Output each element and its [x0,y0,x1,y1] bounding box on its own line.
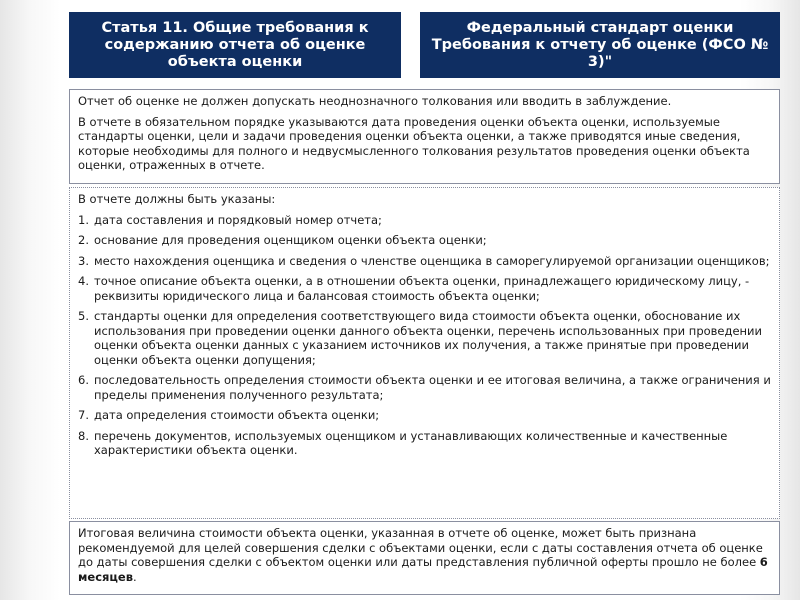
list-item-number: 2. [78,233,89,247]
list-item [78,233,773,248]
list-item-number: 6. [78,373,89,387]
list-item-text: основание для проведения оценщиком оценки объекта оценки; [94,233,487,247]
list-item-text: место нахождения оценщика и сведения о членстве оценщика в саморегулируемой организации оценщиков; [94,253,770,268]
list-item [78,274,773,303]
list-item [78,213,773,228]
list-intro: В отчете должны быть указаны: [78,192,276,206]
required-contents-panel [69,187,780,519]
general-requirements-panel [69,89,780,184]
validity-period-bold: 6 месяцев [78,555,768,584]
standard-title-box [420,12,780,78]
list-item-number: 5. [78,309,89,323]
paragraph-no-ambiguity: Отчет об оценке не должен допускать неоднозначного толкования или вводить в заблуждение. [78,94,672,108]
list-item-text: дата составления и порядковый номер отчета; [94,212,382,227]
list-item [78,429,773,458]
list-item [78,373,773,402]
standard-title: Федеральный стандарт оценки Требования к отчету об оценке (ФСО № 3)" [431,19,769,70]
article-title-box [69,12,401,78]
requirements-list [78,213,773,458]
list-item-number: 7. [78,408,89,422]
list-item-text: стандарты оценки для определения соответствующего вида стоимости объекта оценки, обоснование их использования при проведении оценки данного объекта оценки, перечень использованных при проведении оценки объекта оценки данных с указанием источников их получения, а также принятые при проведении оценки объекта оценки допущения; [94,309,762,367]
list-item-text: перечень документов, используемых оценщиком и устанавливающих количественные и качественные характеристики объекта оценки. [94,428,728,457]
list-item-number: 4. [78,274,89,288]
list-item-text: дата определения стоимости объекта оценки; [94,408,380,422]
validity-period-panel [69,521,780,595]
list-item-text: последовательность определения стоимости объекта оценки и ее итоговая величина, а также ограничения и пределы применения полученного результата; [94,373,771,402]
paragraph-mandatory-info: В отчете в обязательном порядке указываются дата проведения оценки объекта оценки, используемые стандарты оценки, цели и задачи проведения оценки объекта оценки, а также приводятся иные сведения, которые необходимы для полного и недвусмысленного толкования результатов проведения оценки объекта оценки, отраженных в отчете. [78,114,750,172]
list-item-number: 3. [78,253,89,268]
list-item-number: 1. [78,212,89,227]
list-item [78,309,773,367]
list-item-text: точное описание объекта оценки, а в отношении объекта оценки, принадлежащего юридическому лицу, - реквизиты юридического лица и балансовая стоимость объекта оценки; [94,274,750,303]
article-title: Статья 11. Общие требования к содержанию отчета об оценке объекта оценки [101,19,369,70]
validity-end: . [133,569,137,584]
list-item-number: 8. [78,428,89,443]
validity-text: Итоговая величина стоимости объекта оценки, указанная в отчете об оценке, может быть признана рекомендуемой для целей совершения сделки с объектами оценки, если с даты составления отчета об оценке до даты совершения сделки с объектом оценки или даты представления публичной оферты прошло не более [78,526,763,569]
list-item [78,408,773,423]
list-item [78,254,773,269]
